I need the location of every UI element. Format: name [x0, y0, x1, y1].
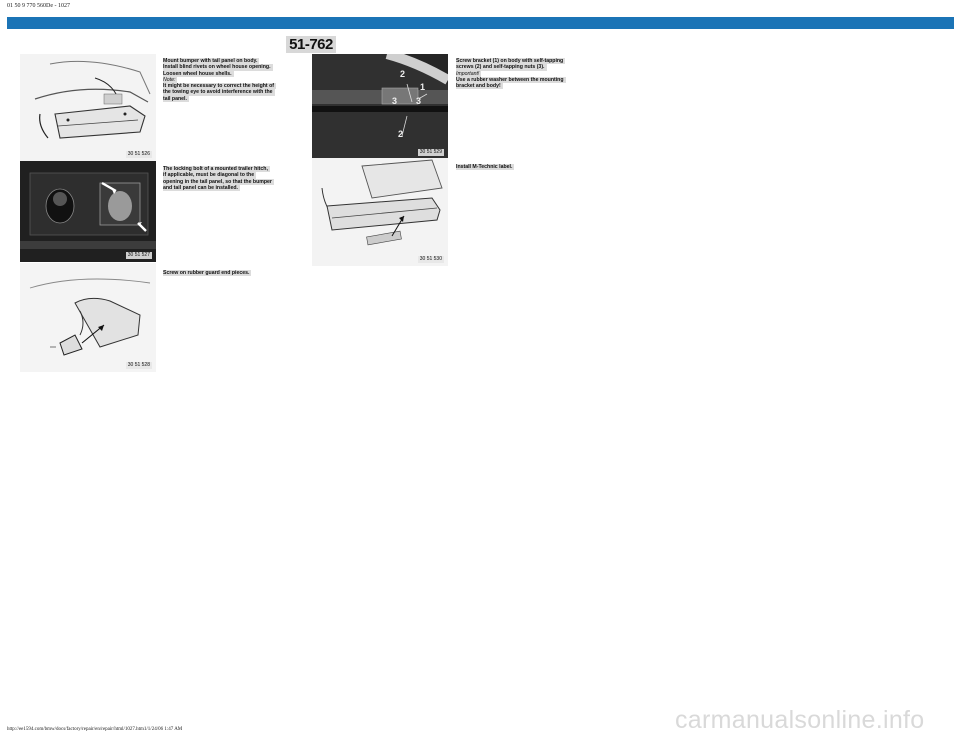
step-text: if applicable, must be diagonal to the: [163, 172, 255, 179]
callout-number: 3: [392, 96, 398, 106]
watermark: carmanualsonline.info: [675, 706, 925, 734]
note-text: Use a rubber washer between the mounting: [456, 76, 564, 83]
figure-label: 30 51 528: [127, 362, 150, 368]
figure-rubber-guard: [20, 263, 156, 372]
page-number: 51-762: [286, 36, 336, 53]
step-text: opening in the tail panel, so that the bumper: [163, 178, 272, 185]
figure-m-technic-label: [312, 158, 448, 266]
document-reference: 01 50 9 770 560De - 1027: [7, 3, 70, 9]
callout-number: 2: [398, 129, 404, 139]
figure-label: 30 51 529: [419, 149, 442, 155]
note-heading: Important!: [456, 70, 480, 77]
callout-number: 3: [416, 96, 422, 106]
figure-trailer-hitch: [20, 161, 156, 262]
step-mount-bumper: [163, 58, 301, 102]
figure-bracket-callouts: [312, 54, 448, 158]
step-text: Install M-Technic label.: [456, 164, 513, 170]
step-install-label: [456, 164, 594, 170]
step-rubber-guard: [163, 270, 301, 276]
step-screw-bracket: [456, 58, 594, 89]
note-heading: Note:: [163, 76, 176, 83]
figure-label: 30 51 526: [127, 151, 150, 157]
figure-bumper-mounting: [20, 54, 156, 161]
header-bar: [7, 17, 954, 29]
callout-number: 2: [400, 69, 406, 79]
step-text: screws (2) and self-tapping nuts (3).: [456, 64, 545, 71]
step-text: and tail panel can be installed.: [163, 184, 238, 191]
step-trailer-hitch: [163, 166, 301, 191]
note-text: It might be necessary to correct the height of: [163, 83, 274, 90]
note-text: bracket and body!: [456, 83, 501, 90]
step-text: Screw bracket (1) on body with self-tapping: [456, 58, 564, 64]
step-text: The locking bolt of a mounted trailer hitch,: [163, 166, 268, 172]
step-text: Loosen wheel house shells.: [163, 70, 232, 77]
note-text: tail panel.: [163, 95, 187, 102]
step-text: Install blind rivets on wheel house opening.: [163, 64, 271, 71]
figure-label: 30 51 530: [419, 256, 442, 262]
step-text: Mount bumper with tail panel on body.: [163, 58, 258, 64]
footer-url[interactable]: http://ee1594.com/bmw/docs/factory/repair/en/repair/html/1027.htm1/1/24/06 1:47 AM: [7, 727, 183, 732]
figure-label: 30 51 527: [127, 252, 150, 258]
callout-number: 1: [420, 82, 426, 92]
step-text: Screw on rubber guard end pieces.: [163, 270, 250, 276]
note-text: the towing eye to avoid interference with the: [163, 89, 273, 96]
